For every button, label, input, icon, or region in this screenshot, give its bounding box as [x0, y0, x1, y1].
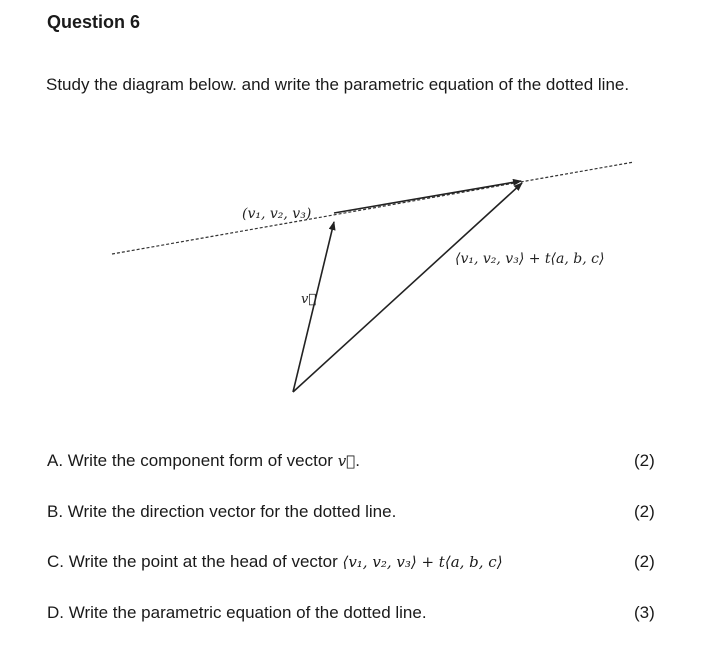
part-b-text [47, 502, 396, 522]
dotted-line [112, 162, 634, 254]
part-b-prompt: B. Write the direction vector for the dotted line. [47, 502, 397, 521]
part-c-prompt: C. Write the point at the head of vector [47, 552, 343, 571]
vector-v-label: v⃗ [301, 292, 317, 307]
part-a-prompt: A. Write the component form of vector [47, 451, 338, 470]
part-a-math: v⃗ [337, 452, 356, 470]
question-title: Question 6 [47, 12, 141, 32]
vector-v-arrow [293, 222, 334, 392]
part-c-math: ⟨v₁, v₂, v₃⟩ + t⟨a, b, c⟩ [342, 553, 503, 571]
direction-vector-arrow [334, 181, 521, 213]
question-intro: Study the diagram below. and write the parametric equation of the dotted line. [46, 75, 630, 94]
part-a-suffix: . [355, 451, 360, 470]
part-a-text [47, 451, 360, 471]
part-d-marks: (3) [634, 603, 655, 622]
part-d-text [47, 603, 427, 623]
part-a-marks: (2) [634, 451, 655, 470]
part-c-marks: (2) [634, 552, 655, 571]
part-b-marks: (2) [634, 502, 655, 521]
sum-vector-label: ⟨v₁, v₂, v₃⟩ + t⟨a, b, c⟩ [455, 251, 605, 267]
point-label: (v₁, v₂, v₃) [242, 206, 312, 222]
sum-vector-arrow [293, 183, 522, 392]
part-c-text [47, 552, 503, 572]
part-d-prompt: D. Write the parametric equation of the dotted line. [47, 603, 427, 622]
